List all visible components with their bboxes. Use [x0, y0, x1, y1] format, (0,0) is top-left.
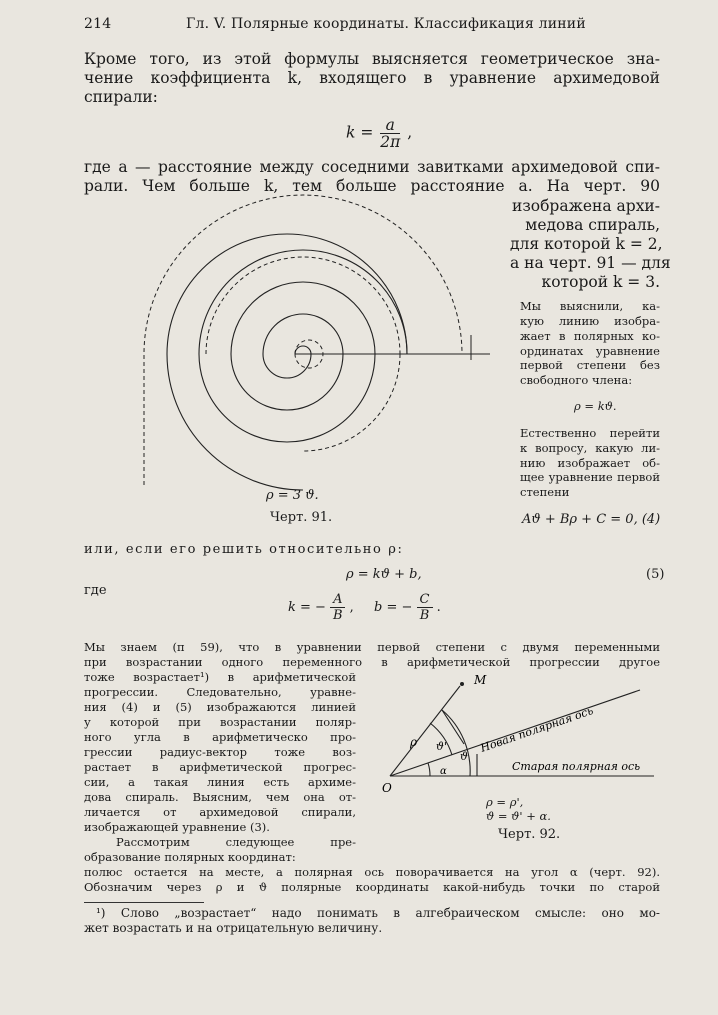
where-label: где [84, 583, 107, 598]
formula-b-label: b = − [374, 600, 413, 615]
point-m [460, 682, 464, 686]
footnote-line1: ¹) Слово „возрастает“ надо понимать в алгебраическом смысле: оно мо- [96, 906, 660, 920]
p4-line6: у которой при возрастании поляр- [84, 715, 356, 729]
formula-k-den: 2π [380, 133, 401, 151]
formula-dot: . [436, 600, 441, 615]
side-line2: кую линию изобра- [520, 314, 660, 328]
formula-B1: B [332, 608, 343, 623]
label-o: O [382, 781, 392, 795]
fig92-eq2: ϑ = ϑ' + α. [486, 809, 551, 823]
p2-line4: медова спираль, [525, 216, 660, 234]
p2-line1: где a — расстояние между соседними завитками архимедовой спи- [84, 158, 660, 176]
label-alpha: α [440, 766, 447, 777]
p2-line5: для которой k = 2, [510, 235, 663, 253]
p4-line2: при возрастании одного переменного в арифметической прогрессии другое [84, 655, 660, 669]
formula-comma: , [349, 600, 354, 615]
p4-line7: ного угла в арифметическо про- [84, 730, 356, 744]
formula-k-num: a [380, 117, 400, 134]
formula-k-label: k = − [288, 600, 326, 615]
p4-line12: личается от архимедовой спирали, [84, 805, 356, 819]
p2-line3: изображена архи- [511, 197, 660, 215]
p4-line13: изображающей уравнение (3). [84, 820, 270, 834]
side-line3: жает в полярных ко- [520, 329, 660, 343]
side-line11: степени [520, 485, 570, 499]
fig91-caption: Черт. 91. [270, 510, 333, 525]
equation-5: ρ = kϑ + b, [346, 567, 422, 582]
equation-4: Aϑ + Bρ + C = 0, (4) [522, 512, 661, 527]
spiral-turn-2 [263, 354, 311, 378]
spiral-turn-7 [199, 250, 407, 354]
spiral-turn-1 [295, 346, 311, 354]
label-theta-prime: ϑ' [436, 740, 447, 753]
alpha-arc [428, 763, 430, 776]
p3-line1: или, если его решить относительно ρ: [84, 542, 404, 557]
side-line10: щее уравнение первой [520, 470, 660, 484]
formula-k-tail: , [407, 123, 413, 142]
p2-line2: рали. Чем больше k, тем больше расстояние a. На черт. 90 [84, 177, 660, 195]
side-line4: ординатах уравнение [520, 344, 660, 358]
dashed-arc-outer [144, 195, 462, 485]
chapter-title: Гл. V. Полярные координаты. Классификация линий [186, 16, 586, 32]
footnote-line2: жет возрастать и на отрицательную величину. [84, 921, 383, 935]
p4-line8: грессии радиус-вектор тоже воз- [84, 745, 356, 759]
p1-line3: спирали: [84, 88, 158, 106]
p4-line14: Рассмотрим следующее пре- [116, 835, 356, 849]
page-number: 214 [84, 16, 112, 32]
p4-line9: растает в арифметической прогрес- [84, 760, 356, 774]
p4-line17: Обозначим через ρ и ϑ полярные координаты какой-нибудь точки по старой [84, 880, 660, 894]
p4-line4: прогрессии. Следовательно, уравне- [84, 685, 356, 699]
side-line8: к вопросу, какую ли- [520, 441, 660, 455]
radius-vector [390, 686, 460, 776]
spiral-turn-6 [199, 354, 375, 442]
fig91-formula: ρ = 3 ϑ. [266, 488, 319, 503]
label-rho: ρ [410, 735, 418, 749]
footnote-rule [84, 902, 204, 903]
formula-B2: B [419, 608, 430, 623]
label-new-axis: Новая полярная ось [478, 704, 595, 755]
label-old-axis: Старая полярная ось [512, 760, 641, 773]
side-line7: Естественно перейти [520, 426, 660, 440]
p1-line1: Кроме того, из этой формулы выясняется геометрическое зна- [84, 50, 660, 68]
equation-5-number: (5) [646, 567, 665, 582]
figure-91-spiral [120, 185, 515, 515]
p2-line7: которой k = 3. [541, 273, 660, 291]
p4-line15: образование полярных координат: [84, 850, 296, 864]
spiral-turn-5 [231, 282, 375, 354]
spiral-turn-8 [167, 234, 407, 354]
side-line9: нию изображает об- [520, 456, 660, 470]
spiral-turn-4 [231, 354, 343, 410]
p4-line3: тоже возрастает¹) в арифметической [84, 670, 356, 684]
p4-line10: сии, а такая линия есть архиме- [84, 775, 356, 789]
formula-C: C [417, 592, 433, 608]
label-m: M [474, 673, 487, 687]
label-theta: ϑ [460, 750, 468, 763]
dashed-arc-mid [206, 257, 400, 354]
p4-line5: ния (4) и (5) изображаются линией [84, 700, 356, 714]
side-eq-rho-k-theta: ρ = kϑ. [574, 399, 617, 413]
figure-92-axes [382, 668, 660, 798]
p1-line2: чение коэффициента k, входящего в уравнение архимедовой [84, 69, 660, 87]
side-line5: первой степени без [520, 358, 660, 372]
spiral-turn-3 [263, 314, 343, 354]
side-line1: Мы выяснили, ка- [520, 299, 660, 313]
fig92-eq1: ρ = ρ', [486, 795, 524, 809]
formula-k [346, 117, 412, 150]
p2-line6: а на черт. 91 — для [510, 254, 671, 272]
aux-line [442, 710, 464, 744]
p4-line1: Мы знаем (п 59), что в уравнении первой степени с двумя переменными [84, 640, 660, 654]
fig92-caption: Черт. 92. [498, 827, 561, 842]
side-line6: свободного члена: [520, 373, 633, 387]
formula-k-b [288, 592, 441, 623]
p4-line11: дова спираль. Выясним, чем она от- [84, 790, 356, 804]
formula-A: A [330, 592, 345, 608]
formula-k-lhs: k = [346, 123, 374, 142]
p4-line16: полюс остается на месте, а полярная ось поворачивается на угол α (черт. 92). [84, 865, 660, 879]
